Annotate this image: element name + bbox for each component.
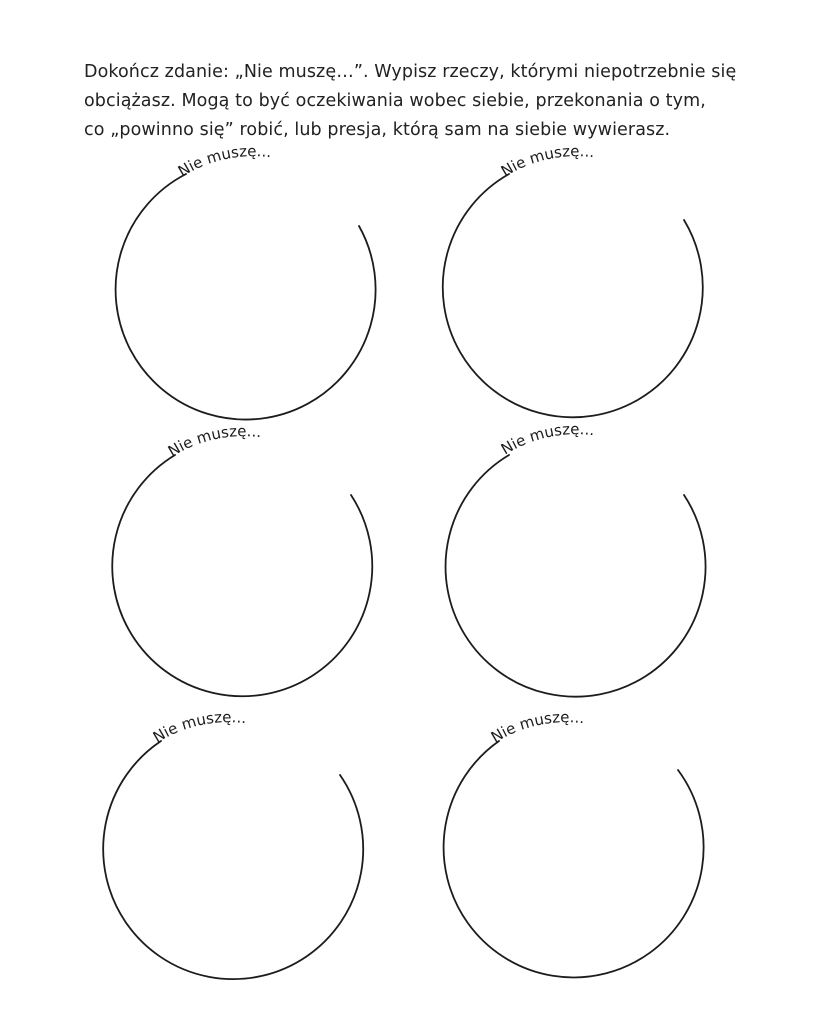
circle-label: Nie muszę...	[497, 420, 596, 459]
circle-label: Nie muszę...	[497, 142, 596, 181]
writing-circle-3[interactable]	[112, 422, 372, 696]
circle-label: Nie muszę...	[174, 142, 273, 181]
writing-circle-1[interactable]	[116, 142, 376, 419]
writing-circle-6[interactable]	[444, 708, 704, 977]
circle-outline	[444, 741, 704, 977]
writing-circle-5[interactable]	[103, 708, 363, 979]
circle-outline	[116, 174, 376, 420]
instruction-line-1: Dokończ zdanie: „Nie muszę…”. Wypisz rzeczy, którymi niepotrzebnie się	[84, 62, 737, 82]
circle-outline	[103, 741, 363, 979]
instruction-line-3: co „powinno się” robić, lub presja, którą sam na siebie wywierasz.	[84, 120, 671, 140]
circle-label: Nie muszę...	[149, 708, 248, 747]
circle-outline	[443, 174, 703, 417]
circle-outline	[112, 455, 372, 696]
circle-outline	[446, 455, 706, 697]
circle-label: Nie muszę...	[164, 422, 263, 461]
writing-circle-4[interactable]	[446, 420, 706, 697]
instruction-line-2: obciążasz. Mogą to być oczekiwania wobec siebie, przekonania o tym,	[84, 91, 706, 111]
writing-circle-2[interactable]	[443, 142, 703, 417]
circle-label: Nie muszę...	[487, 708, 586, 747]
